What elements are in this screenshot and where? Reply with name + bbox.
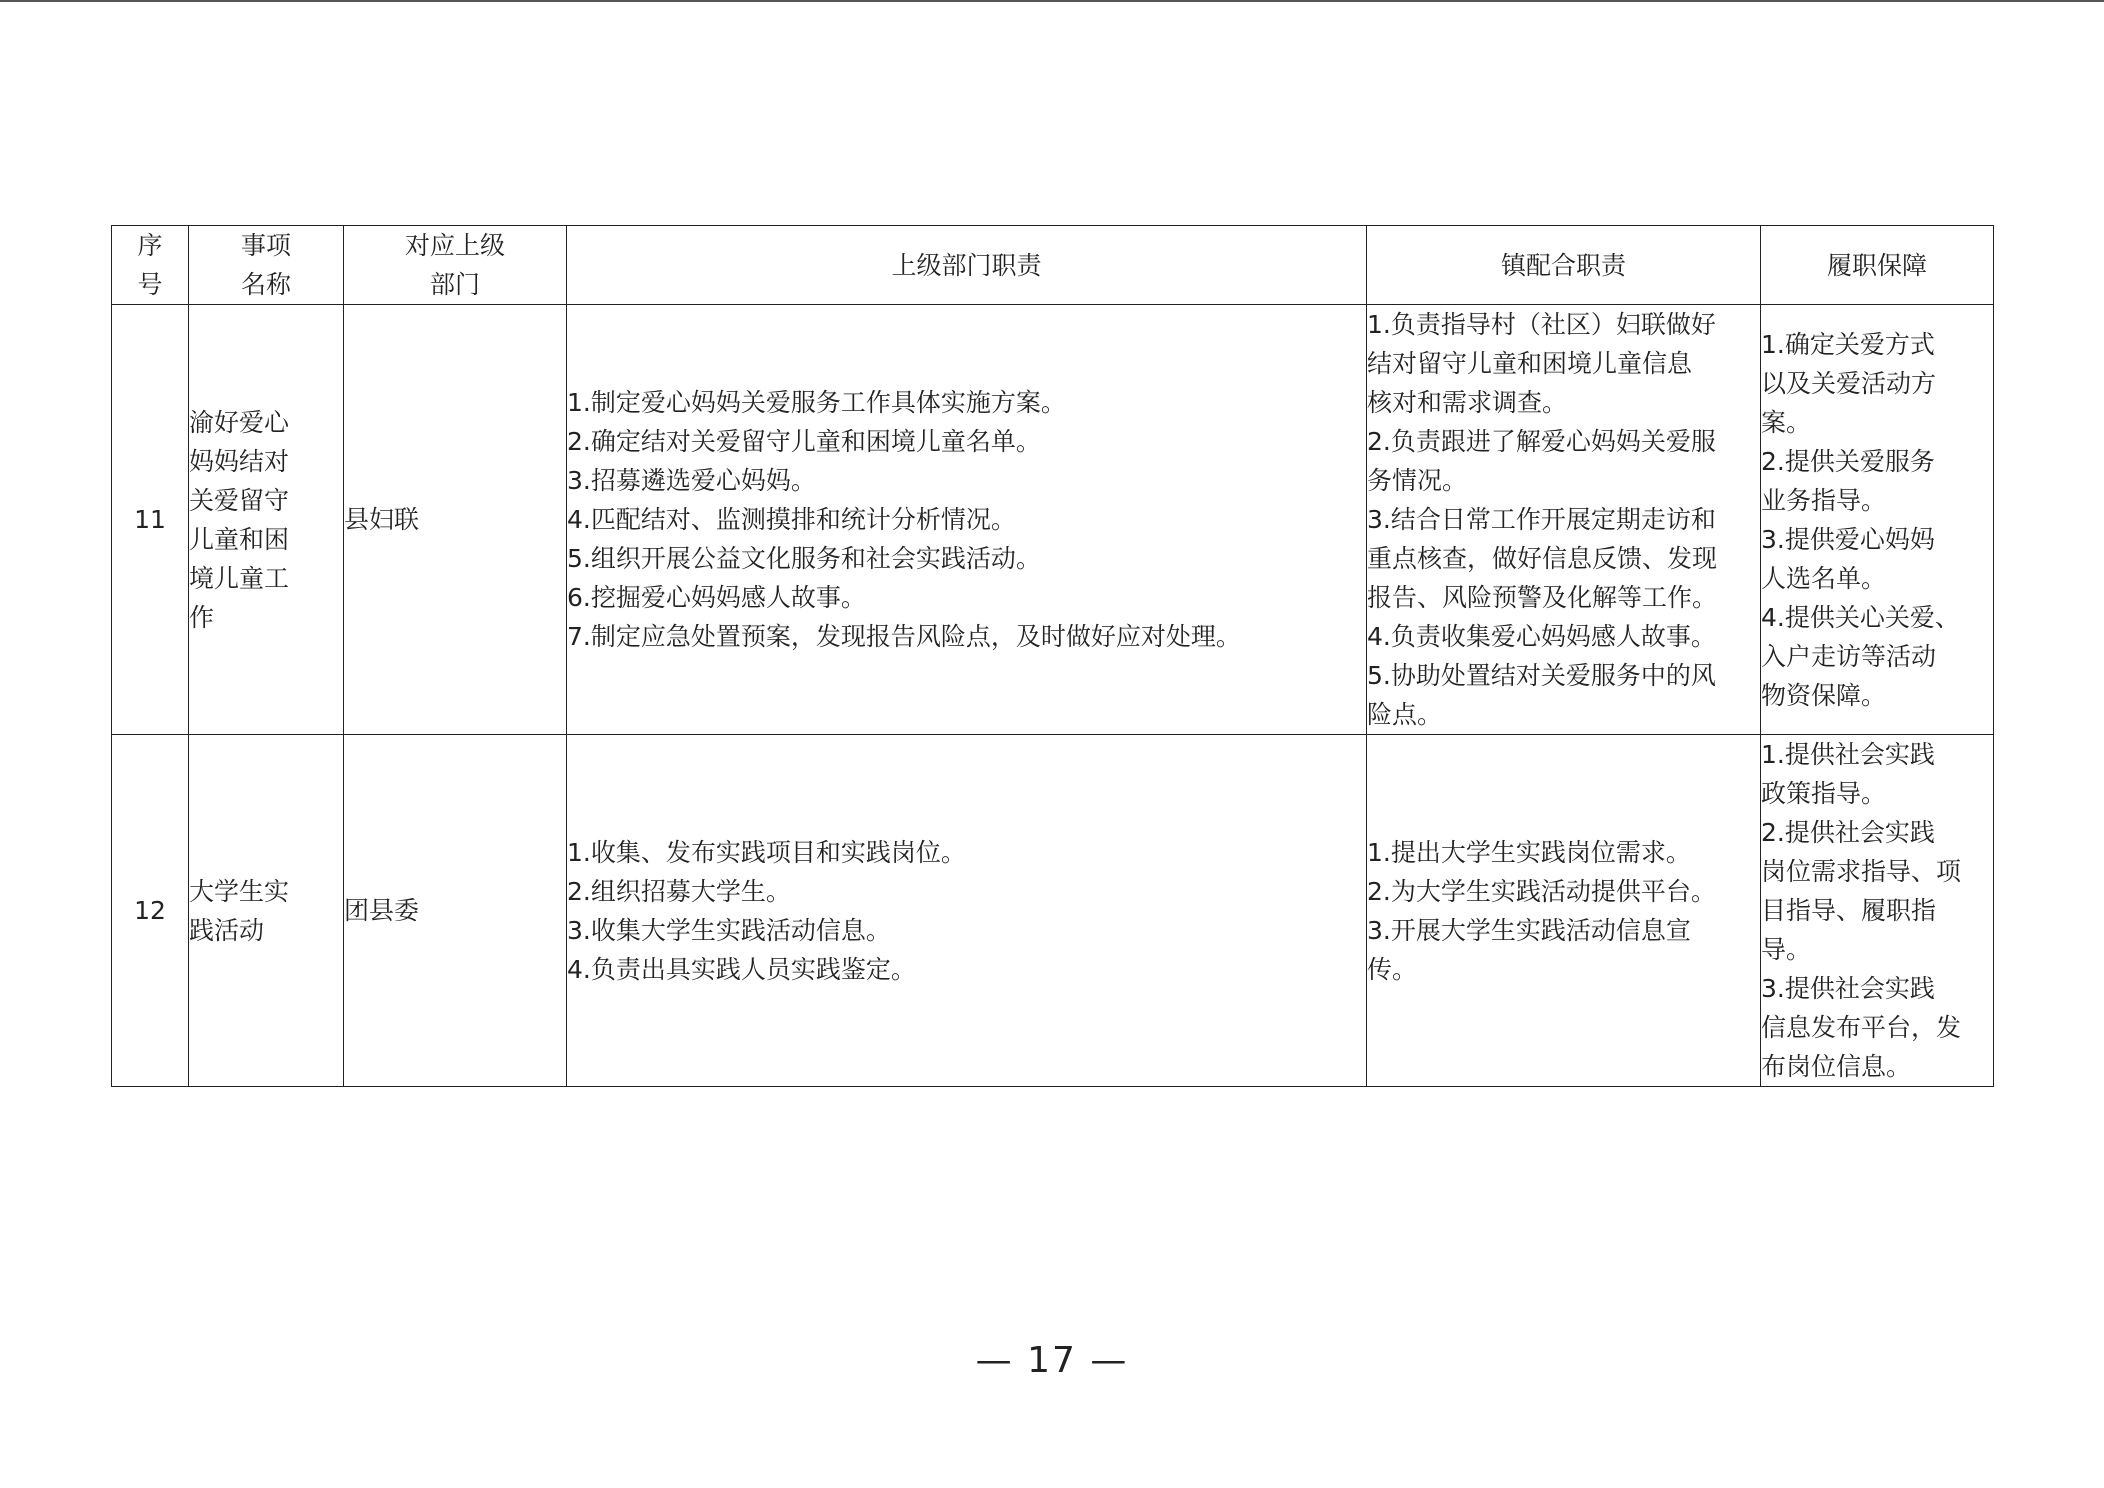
header-town-duty: 镇配合职责 (1367, 226, 1761, 305)
table-row (112, 735, 1994, 1087)
page-number: — 17 — (975, 1340, 1129, 1381)
row-dept: 县妇联 (344, 305, 567, 735)
row-item-name: 渝好爱心 妈妈结对 关爱留守 儿童和困 境儿童工 作 (189, 305, 344, 735)
row-guarantee: 1.提供社会实践 政策指导。 2.提供社会实践 岗位需求指导、项 目指导、履职指 导。 3.提供社会实践 信息发布平台，发 布岗位信息。 (1761, 735, 1994, 1087)
row-item-name: 大学生实 践活动 (189, 735, 344, 1087)
duty-table (111, 225, 1994, 1087)
row-guarantee: 1.确定关爱方式 以及关爱活动方 案。 2.提供关爱服务 业务指导。 3.提供爱心妈妈 人选名单。 4.提供关心关爱、 入户走访等活动 物资保障。 (1761, 305, 1994, 735)
page-top-border (0, 0, 2104, 2)
table-header-row (112, 226, 1994, 305)
row-no: 11 (112, 305, 189, 735)
header-dept: 对应上级 部门 (344, 226, 567, 305)
header-no: 序 号 (112, 226, 189, 305)
row-upper-duty: 1.制定爱心妈妈关爱服务工作具体实施方案。 2.确定结对关爱留守儿童和困境儿童名单。 3.招募遴选爱心妈妈。 4.匹配结对、监测摸排和统计分析情况。 5.组织开展公益文化服务和社会实践活动。 6.挖掘爱心妈妈感人故事。 7.制定应急处置预案，发现报告风险点，及时做好应对处理。 (567, 305, 1367, 735)
table-row (112, 305, 1994, 735)
row-town-duty: 1.提出大学生实践岗位需求。 2.为大学生实践活动提供平台。 3.开展大学生实践活动信息宣 传。 (1367, 735, 1761, 1087)
row-upper-duty: 1.收集、发布实践项目和实践岗位。 2.组织招募大学生。 3.收集大学生实践活动信息。 4.负责出具实践人员实践鉴定。 (567, 735, 1367, 1087)
header-name: 事项 名称 (189, 226, 344, 305)
row-dept: 团县委 (344, 735, 567, 1087)
row-no: 12 (112, 735, 189, 1087)
header-upper-duty: 上级部门职责 (567, 226, 1367, 305)
row-town-duty: 1.负责指导村（社区）妇联做好 结对留守儿童和困境儿童信息 核对和需求调查。 2.负责跟进了解爱心妈妈关爱服 务情况。 3.结合日常工作开展定期走访和 重点核查，做好信息反馈、发现 报告、风险预警及化解等工作。 4.负责收集爱心妈妈感人故事。 5.协助处置结对关爱服务中的风 险点。 (1367, 305, 1761, 735)
header-guarantee: 履职保障 (1761, 226, 1994, 305)
